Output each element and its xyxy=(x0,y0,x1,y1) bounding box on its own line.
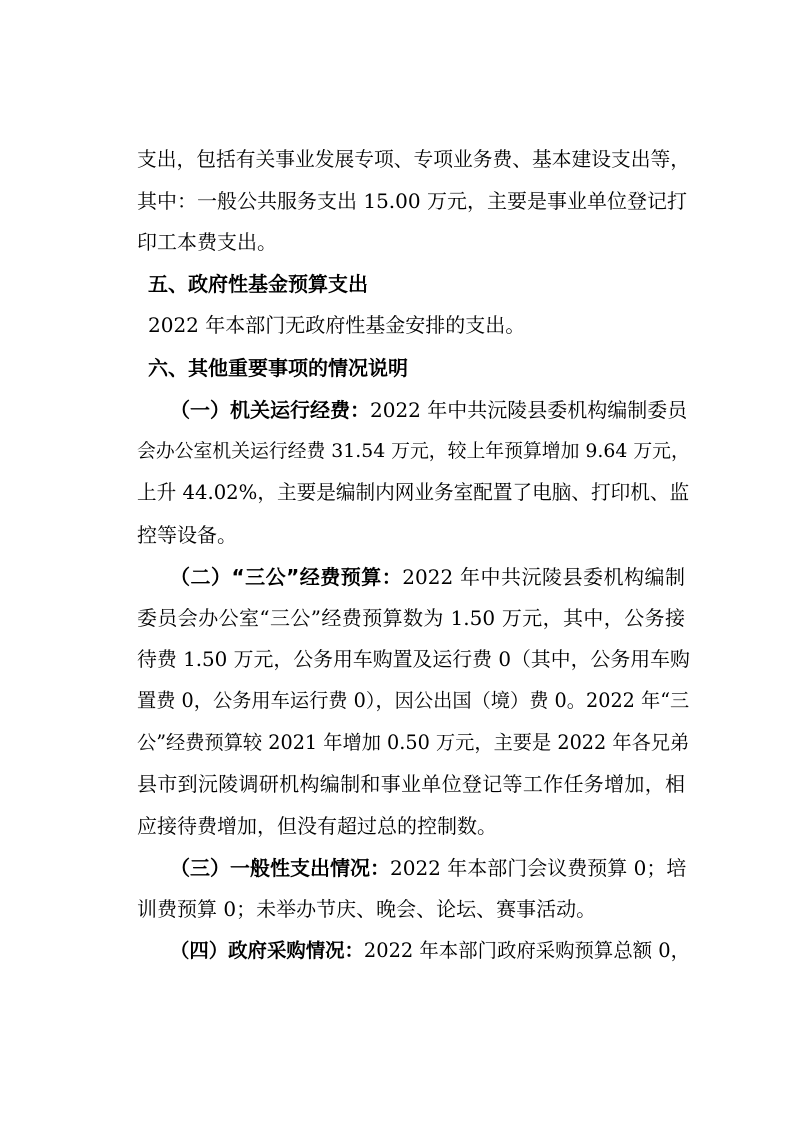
subsection-line xyxy=(170,856,685,880)
subsection-heading: （四）政府采购情况： xyxy=(170,939,364,962)
body-line: 其中：一般公共服务支出 15.00 万元，主要是事业单位登记打 xyxy=(137,189,687,213)
body-text: 2022 年本部门政府采购预算总额 0， xyxy=(363,939,690,962)
body-line: 县市到沅陵调研机构编制和事业单位登记等工作任务增加，相 xyxy=(137,772,685,796)
subsection-heading: （三）一般性支出情况： xyxy=(170,856,390,880)
body-line: 支出，包括有关事业发展专项、专项业务费、基本建设支出等， xyxy=(137,148,691,171)
body-line: 置费 0，公务用车运行费 0），因公出国（境）费 0。2022 年“三 xyxy=(137,689,690,712)
body-line: 委员会办公室“三公”经费预算数为 1.50 万元，其中，公务接 xyxy=(137,606,685,630)
subsection-line xyxy=(170,398,688,422)
body-line: 会办公室机关运行经费 31.54 万元，较上年预算增加 9.64 万元， xyxy=(137,441,690,462)
body-line: 公”经费预算较 2021 年增加 0.50 万元，主要是 2022 年各兄弟 xyxy=(137,731,690,754)
body-text: 2022 年中共沅陵县委机构编制 xyxy=(402,565,685,589)
section-heading: 六、其他重要事项的情况说明 xyxy=(148,356,408,380)
body-line: 印工本费支出。 xyxy=(137,230,277,254)
subsection-heading: （二）“三公”经费预算： xyxy=(170,565,403,589)
body-line: 上升 44.02%，主要是编制内网业务室配置了电脑、打印机、监 xyxy=(137,481,690,504)
subsection-line xyxy=(170,939,690,963)
subsection-line xyxy=(170,565,685,589)
body-text: 2022 年本部门会议费预算 0；培 xyxy=(390,856,687,880)
body-text: 2022 年中共沅陵县委机构编制委员 xyxy=(370,398,688,422)
body-line: 控等设备。 xyxy=(137,523,237,547)
body-line: 待费 1.50 万元，公务用车购置及运行费 0（其中，公务用车购 xyxy=(137,648,690,671)
body-line: 2022 年本部门无政府性基金安排的支出。 xyxy=(148,313,526,337)
body-line: 应接待费增加，但没有超过总的控制数。 xyxy=(137,814,497,838)
section-heading: 五、政府性基金预算支出 xyxy=(148,272,368,296)
body-line: 训费预算 0；未举办节庆、晚会、论坛、赛事活动。 xyxy=(137,897,597,921)
subsection-heading: （一）机关运行经费： xyxy=(170,398,370,422)
